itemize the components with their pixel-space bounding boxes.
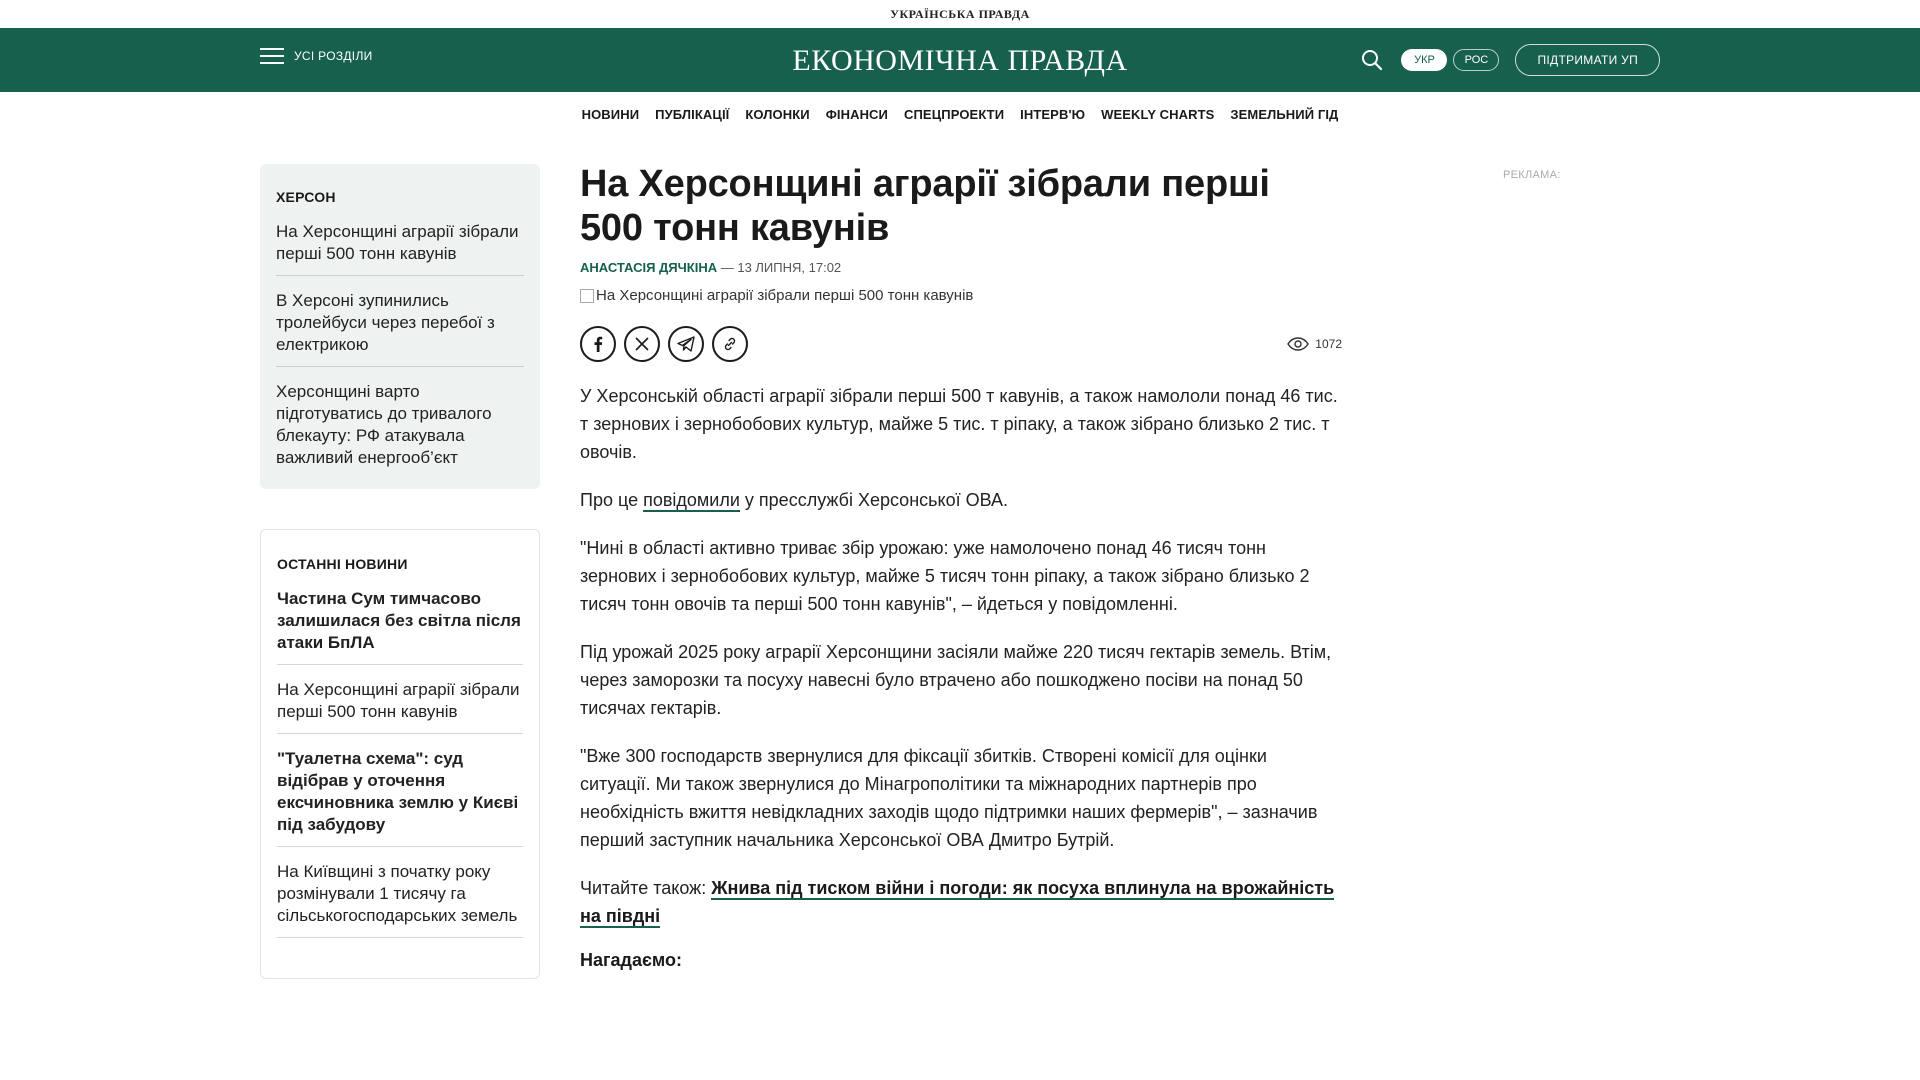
paragraph: "Вже 300 господарств звернулися для фіксації збитків. Створені комісії для оцінки ситуації. Ми також звернулися до Мінагрополітики та міжнародних партнерів про необхідність вжиття невідкладних заходів щодо підтримки наших фермерів", – зазначив перший заступник начальника Херсонської ОВА Дмитро Бутрій. xyxy=(580,746,1318,850)
eye-icon xyxy=(1287,337,1309,351)
list-item[interactable]: На Київщині з початку року розмінували 1 тисячу га сільськогосподарських земель xyxy=(277,857,523,938)
menu-label: УСІ РОЗДІЛИ xyxy=(294,49,373,63)
paragraph xyxy=(580,486,1342,514)
nav-item-publications[interactable]: ПУБЛІКАЦІЇ xyxy=(655,106,730,122)
image-alt-text: На Херсонщині аграрії зібрали перші 500 тонн кавунів xyxy=(596,287,974,304)
article-headline: На Херсонщині аграрії зібрали перші 500 тонн кавунів xyxy=(580,163,1270,249)
publish-date: — 13 ЛИПНЯ, 17:02 xyxy=(717,260,842,275)
views-count: 1072 xyxy=(1315,337,1342,351)
latest-news-title[interactable]: ОСТАННІ НОВИНИ xyxy=(277,556,408,572)
list-item[interactable]: "Туалетна схема": суд відібрав у оточення ексчиновника землю у Києві під забудову xyxy=(277,744,523,847)
list-item[interactable]: Херсонщині варто підготуватись до тривалого блекауту: РФ атакувала важливий енергооб’єкт xyxy=(276,382,492,467)
read-also xyxy=(580,874,1342,930)
paragraph-text: у пресслужбі Херсонської ОВА. xyxy=(739,490,1009,510)
author-link[interactable]: АНАСТАСІЯ ДЯЧКІНА xyxy=(580,260,718,275)
paragraph-text: Про це xyxy=(580,490,644,510)
latest-news-card xyxy=(260,529,540,979)
read-also-link[interactable]: Жнива під тиском війни і погоди: як посуха вплинула на врожайність на півдні xyxy=(580,878,1335,926)
nav-item-news[interactable]: НОВИНИ xyxy=(581,106,640,122)
share-row xyxy=(580,326,1342,362)
reminder-heading: Нагадаємо: xyxy=(580,950,682,970)
ad-label: РЕКЛАМА: xyxy=(1503,169,1561,181)
share-buttons xyxy=(580,326,748,362)
nav-item-columns[interactable]: КОЛОНКИ xyxy=(745,106,810,122)
article-image xyxy=(580,287,1342,304)
nav-item-interview[interactable]: ІНТЕРВ'Ю xyxy=(1020,106,1086,122)
list-item[interactable]: На Херсонщині аграрії зібрали перші 500 тонн кавунів xyxy=(277,675,523,734)
x-share-icon[interactable] xyxy=(624,326,660,362)
nav-item-weekly-charts[interactable]: WEEKLY CHARTS xyxy=(1101,106,1215,122)
list-item[interactable]: Частина Сум тимчасово залишилася без світла після атаки БпЛА xyxy=(277,584,523,665)
nav-item-specprojects[interactable]: СПЕЦПРОЕКТИ xyxy=(904,106,1005,122)
up-brand-link[interactable]: УКРАЇНСЬКА ПРАВДА xyxy=(890,6,1030,21)
source-link[interactable]: повідомили xyxy=(643,490,740,510)
read-also-label: Читайте також: xyxy=(580,878,712,898)
paragraph: Під урожай 2025 року аграрії Херсонщини засіяли майже 220 тисяч гектарів земель. Втім, через заморозки та посуху навесні було втрачено або пошкоджено посіви на понад 50 тисячах гектарів. xyxy=(580,642,1332,718)
views-counter xyxy=(1287,337,1342,351)
broken-image-icon xyxy=(580,289,594,303)
facebook-share-icon[interactable] xyxy=(580,326,616,362)
site-logo[interactable]: ЕКОНОМІЧНА ПРАВДА xyxy=(792,44,1128,77)
paragraph: "Нині в області активно триває збір урожаю: уже намолочено понад 46 тисяч тонн зернових і зернобобових культур, майже 5 тисяч тонн ріпаку, а також зібрано близько 2 тисяч тонн овочів та перші 500 тонн кавунів", – йдеться у повідомленні. xyxy=(580,538,1310,614)
nav-item-finance[interactable]: ФІНАНСИ xyxy=(825,106,888,122)
lang-ros-button[interactable]: РОС xyxy=(1453,49,1499,71)
top-strip xyxy=(0,0,1920,28)
copy-link-icon[interactable] xyxy=(712,326,748,362)
paragraph: У Херсонській області аграрії зібрали перші 500 т кавунів, а також намололи понад 46 тис. т зернових і зернобобових культур, майже 5 тис. т ріпаку, а також зібрано близько 2 тис. т овочів. xyxy=(580,386,1338,462)
lang-ukr-button[interactable]: УКР xyxy=(1401,49,1447,71)
list-item[interactable]: В Херсоні зупинились тролейбуси через перебої з електрикою xyxy=(276,286,524,367)
article xyxy=(580,162,1342,971)
tag-card-title[interactable]: ХЕРСОН xyxy=(276,189,336,205)
left-sidebar xyxy=(260,164,540,979)
tag-card xyxy=(260,164,540,489)
list-item[interactable]: На Херсонщині аграрії зібрали перші 500 тонн кавунів xyxy=(276,217,524,276)
main-nav xyxy=(0,92,1920,136)
telegram-share-icon[interactable] xyxy=(668,326,704,362)
byline xyxy=(580,260,1342,275)
nav-item-land-guide[interactable]: ЗЕМЕЛЬНИЙ ГІД xyxy=(1230,106,1339,122)
header-actions xyxy=(1355,43,1660,77)
support-button[interactable]: ПІДТРИМАТИ УП xyxy=(1515,44,1660,76)
search-icon[interactable] xyxy=(1355,43,1389,77)
site-header xyxy=(0,28,1920,92)
